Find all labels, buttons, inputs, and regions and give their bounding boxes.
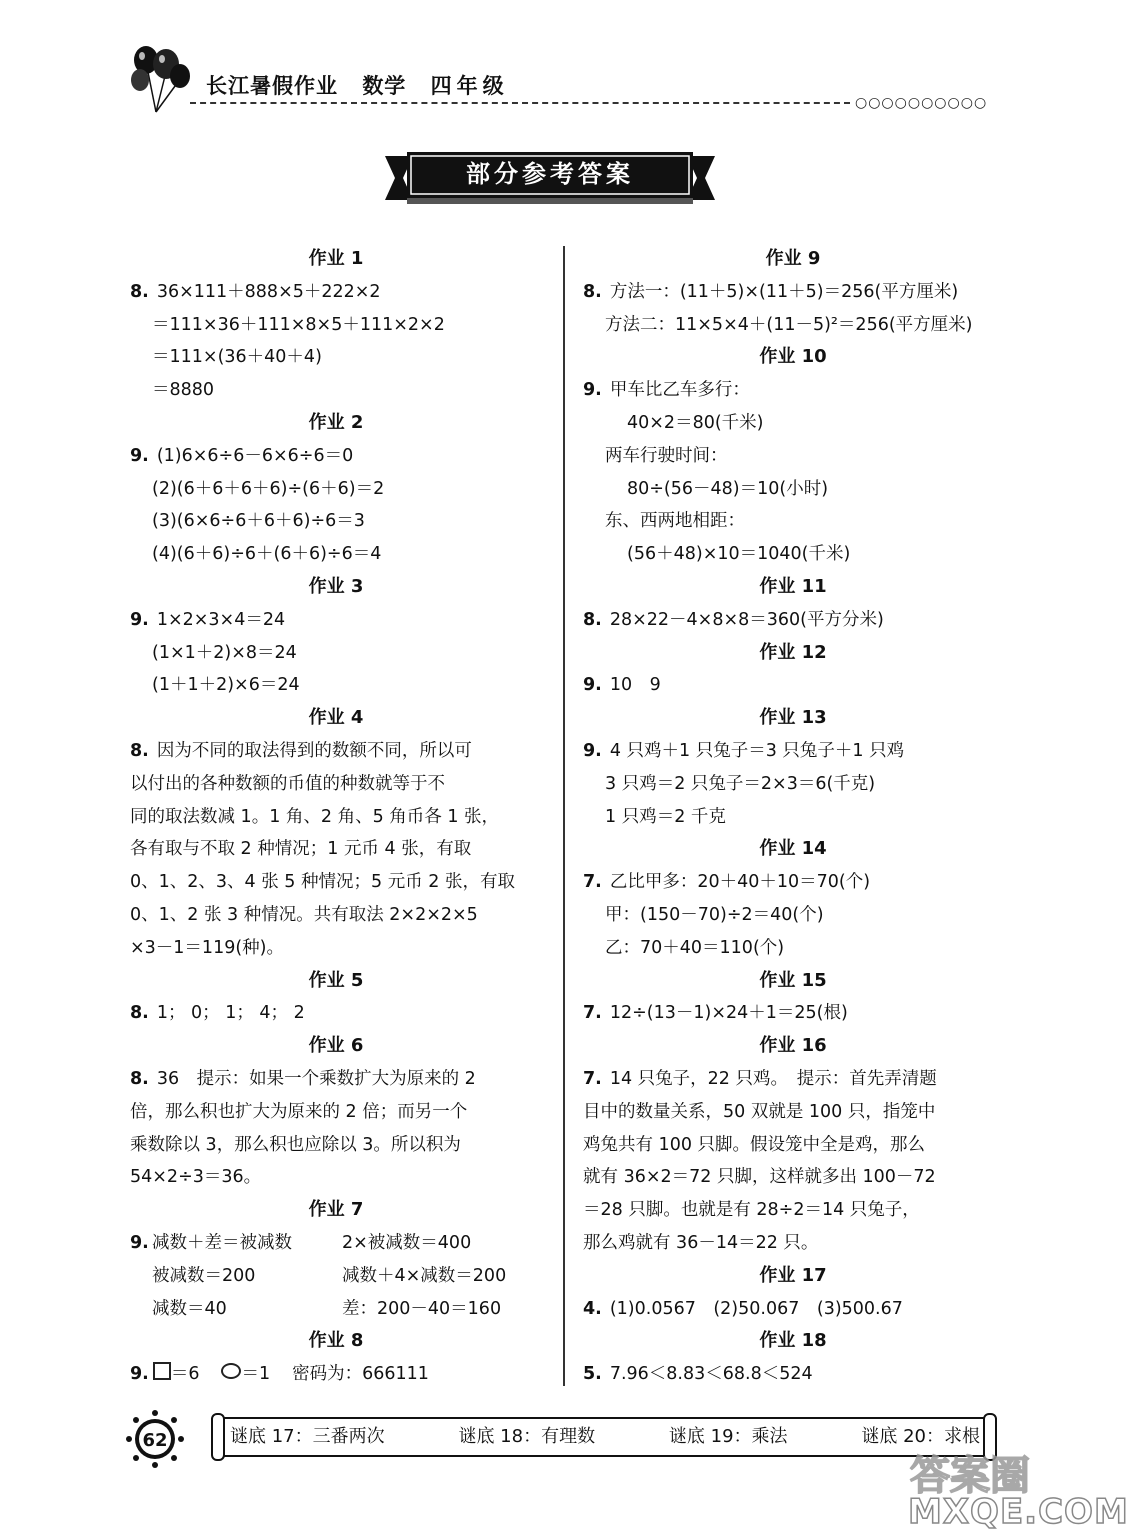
answer-line <box>583 538 1003 571</box>
answer-paragraph <box>583 1063 1003 1260</box>
answer-section <box>130 571 542 702</box>
answer-paragraph <box>130 735 542 965</box>
paragraph-line <box>130 866 542 899</box>
header-rule <box>190 102 850 104</box>
answer-text: 乙：70＋40＝110(个) <box>605 937 785 958</box>
answer-line <box>583 768 1003 801</box>
paragraph-text: 就有 36×2＝72 只脚，这样就多出 100－72 <box>583 1167 936 1188</box>
paragraph-text: 那么鸡就有 36－14＝22 只。 <box>583 1232 819 1253</box>
paragraph-text: 各有取与不取 2 种情况；1 元币 4 张，有取 <box>130 839 472 860</box>
question-number: 8. <box>130 281 149 302</box>
answer-text: (3)(6×6÷6＋6＋6)÷6＝3 <box>152 511 365 532</box>
grade-name: 四年级 <box>430 74 509 98</box>
answer-line <box>583 866 1003 899</box>
answer-text: (1)0.0567 (2)50.067 (3)500.67 <box>609 1298 903 1319</box>
watermark-cn: 答案圈 <box>910 1453 1030 1499</box>
answer-section <box>583 1030 1003 1260</box>
paragraph-line <box>130 801 542 834</box>
paragraph-text: 倍，那么积也扩大为原来的 2 倍；而另一个 <box>130 1101 468 1122</box>
answer-text: 2×被减数＝400 <box>342 1232 472 1253</box>
paragraph-line <box>130 899 542 932</box>
answer-section <box>130 407 542 571</box>
balloons-icon <box>128 42 192 114</box>
answer-paragraph <box>130 1063 542 1194</box>
answer-line <box>583 997 1003 1030</box>
answer-line <box>583 932 1003 965</box>
paragraph-text: 0、1、2 张 3 种情况。共有取法 2×2×2×5 <box>130 904 478 925</box>
answer-section <box>130 702 542 964</box>
paragraph-text: ×3－1＝119(种)。 <box>130 937 284 958</box>
answer-section <box>583 571 1003 637</box>
answer-section <box>583 833 1003 964</box>
answer-line <box>130 1358 542 1391</box>
answer-line <box>130 341 542 374</box>
section-title: 作业 3 <box>308 575 364 597</box>
answer-text: (4)(6＋6)÷6＋(6＋6)÷6＝4 <box>152 544 382 565</box>
answer-line <box>130 538 542 571</box>
answer-section <box>130 1030 542 1194</box>
section-title: 作业 17 <box>759 1264 827 1286</box>
answer-text: 1 只鸡＝2 千克 <box>605 806 726 827</box>
question-number: 7. <box>583 1003 602 1024</box>
section-title: 作业 1 <box>308 248 364 269</box>
answer-line <box>130 309 542 342</box>
watermark-en: MXQE.COM <box>908 1492 1129 1532</box>
password-text: 密码为：666111 <box>292 1364 429 1385</box>
paragraph-line <box>130 735 542 768</box>
answer-text: 1×2×3×4＝24 <box>156 609 286 630</box>
answer-section <box>130 243 542 407</box>
section-title: 作业 6 <box>308 1035 364 1057</box>
answer-section <box>130 965 542 1031</box>
answer-text: 4 只鸡＋1 只兔子＝3 只兔子＋1 只鸡 <box>609 740 905 761</box>
answer-section <box>583 243 1003 341</box>
section-title: 作业 18 <box>759 1330 827 1352</box>
paragraph-text: 以付出的各种数额的币值的种数就等于不 <box>130 773 445 794</box>
banner-title: 部分参考答案 <box>466 160 634 188</box>
question-number: 7. <box>583 1068 602 1089</box>
right-column <box>583 243 1003 1391</box>
question-number: 8. <box>130 1003 149 1024</box>
paragraph-line <box>130 768 542 801</box>
answer-line <box>583 801 1003 834</box>
answer-line <box>130 604 542 637</box>
circle-value: ＝1 <box>241 1364 271 1385</box>
question-number: 9. <box>583 740 602 761</box>
answer-section <box>583 702 1003 833</box>
riddle-20: 谜底 20：求根 <box>861 1426 980 1447</box>
answer-text: 3 只鸡＝2 只兔子＝2×3＝6(千克) <box>605 773 876 794</box>
answer-section <box>583 637 1003 703</box>
paragraph-text: 目中的数量关系，50 双就是 100 只，指笼中 <box>583 1101 936 1122</box>
question-number: 5. <box>583 1364 602 1385</box>
answer-line <box>130 440 542 473</box>
series-name: 长江暑假作业 <box>206 74 338 98</box>
paragraph-line <box>583 1129 1003 1162</box>
section-title: 作业 10 <box>759 346 827 368</box>
answer-text: ＝111×(36＋40＋4) <box>152 347 322 368</box>
answer-text: ＝8880 <box>152 380 215 401</box>
section-title: 作业 7 <box>308 1199 364 1221</box>
paragraph-text: 14 只兔子，22 只鸡。 提示：首先弄清题 <box>609 1068 937 1089</box>
answer-text: 方法二：11×5×4＋(11－5)²＝256(平方厘米) <box>605 314 973 335</box>
answer-section <box>583 965 1003 1031</box>
answer-text: 减数＋差＝被减数 <box>152 1232 292 1253</box>
answer-line <box>583 407 1003 440</box>
question-number: 9. <box>583 380 602 401</box>
header-title <box>206 70 525 100</box>
riddle-19: 谜底 19：乘法 <box>668 1426 788 1447</box>
answer-line <box>130 669 542 702</box>
answer-text: 差：200－40＝160 <box>342 1298 502 1319</box>
paragraph-line <box>130 1129 542 1162</box>
answer-line <box>130 473 542 506</box>
question-number: 8. <box>130 1068 149 1089</box>
question-number: 8. <box>583 609 602 630</box>
answer-text: 36×111＋888×5＋222×2 <box>156 281 381 302</box>
paragraph-line <box>583 1096 1003 1129</box>
answer-text: 减数＝40 <box>152 1298 227 1319</box>
paragraph-text: 54×2÷3＝36。 <box>130 1167 262 1188</box>
paragraph-text: 乘数除以 3，那么积也应除以 3。所以积为 <box>130 1134 461 1155</box>
paragraph-line <box>583 1227 1003 1260</box>
paragraph-line <box>130 1096 542 1129</box>
paragraph-line <box>130 1063 542 1096</box>
paragraph-line <box>130 932 542 965</box>
question-number: 9. <box>130 1364 149 1385</box>
answer-text: 40×2＝80(千米) <box>627 412 764 433</box>
paragraph-text: 鸡兔共有 100 只脚。假设笼中全是鸡，那么 <box>583 1134 926 1155</box>
answer-section <box>583 341 1003 571</box>
page-number: 62 <box>142 1430 168 1451</box>
paragraph-line <box>130 833 542 866</box>
answer-line <box>583 276 1003 309</box>
paragraph-text: 0、1、2、3、4 张 5 种情况；5 元币 2 张，有取 <box>130 872 515 893</box>
question-number: 9. <box>130 1232 149 1253</box>
subject-name: 数学 <box>362 74 407 98</box>
riddle-17: 谜底 17：三番两次 <box>230 1426 385 1447</box>
answer-text: 两车行驶时间： <box>605 445 728 466</box>
answer-line <box>130 374 542 407</box>
section-title: 作业 14 <box>759 838 827 860</box>
answer-line <box>583 1293 1003 1326</box>
answer-text: 甲车比乙车多行： <box>609 380 750 401</box>
answer-text: (1)6×6÷6－6×6÷6＝0 <box>156 445 354 466</box>
answer-line <box>583 505 1003 538</box>
answer-text: 减数＋4×减数＝200 <box>342 1265 507 1286</box>
section-title: 作业 13 <box>759 707 827 729</box>
answer-text: 乙比甲多：20＋40＋10＝70(个) <box>609 872 871 893</box>
answer-section <box>130 1325 542 1391</box>
answer-line <box>583 309 1003 342</box>
answer-line <box>130 997 542 1030</box>
footer-riddles <box>230 1414 980 1460</box>
page-header <box>0 0 1070 140</box>
answer-text: (1＋1＋2)×6＝24 <box>152 675 300 696</box>
answer-line <box>583 899 1003 932</box>
answer-line <box>130 1293 542 1326</box>
answer-line <box>583 473 1003 506</box>
left-column <box>130 243 542 1391</box>
answer-line <box>583 1358 1003 1391</box>
answer-text: 方法一：(11＋5)×(11＋5)＝256(平方厘米) <box>609 281 959 302</box>
answer-text: 10 9 <box>609 675 661 696</box>
section-title: 作业 5 <box>308 969 364 991</box>
answer-line <box>130 637 542 670</box>
answer-line <box>130 276 542 309</box>
header-dots: ○○○○○○○○○○ <box>855 95 988 111</box>
column-divider <box>563 246 565 1386</box>
section-title: 作业 4 <box>308 707 364 729</box>
answer-line <box>130 1227 542 1260</box>
answer-text: (2)(6＋6＋6＋6)÷(6＋6)＝2 <box>152 478 385 499</box>
paragraph-line <box>583 1161 1003 1194</box>
paragraph-text: 36 提示：如果一个乘数扩大为原来的 2 <box>156 1068 476 1089</box>
paragraph-line <box>130 1161 542 1194</box>
answer-line <box>583 669 1003 702</box>
square-value: ＝6 <box>170 1364 200 1385</box>
paragraph-line <box>583 1063 1003 1096</box>
answer-section <box>130 1194 542 1325</box>
answer-line <box>583 735 1003 768</box>
section-title: 作业 9 <box>765 248 821 269</box>
answer-text: (56＋48)×10＝1040(千米) <box>627 544 851 565</box>
page-number-badge <box>122 1408 188 1470</box>
section-title: 作业 8 <box>308 1330 364 1352</box>
answer-text: 甲：(150－70)÷2＝40(个) <box>605 904 824 925</box>
paragraph-text: 因为不同的取法得到的数额不同，所以可 <box>156 740 472 761</box>
paragraph-line <box>583 1194 1003 1227</box>
answer-text: 28×22－4×8×8＝360(平方分米) <box>609 609 884 630</box>
section-title: 作业 16 <box>759 1035 827 1057</box>
answer-line <box>583 604 1003 637</box>
answer-line <box>583 374 1003 407</box>
answer-section <box>583 1325 1003 1391</box>
question-number: 4. <box>583 1298 602 1319</box>
question-number: 9. <box>130 445 149 466</box>
answer-line <box>130 505 542 538</box>
section-title: 作业 15 <box>759 969 827 991</box>
square-symbol-icon <box>153 1362 171 1380</box>
answer-text: (1×1＋2)×8＝24 <box>152 642 297 663</box>
answer-text: 12÷(13－1)×24＋1＝25(根) <box>609 1003 848 1024</box>
riddle-18: 谜底 18：有理数 <box>458 1426 596 1447</box>
section-title: 作业 12 <box>759 641 827 663</box>
answer-section <box>583 1260 1003 1326</box>
answer-text: 东、西两地相距： <box>605 511 745 532</box>
answer-text: 被减数＝200 <box>152 1265 256 1286</box>
question-number: 7. <box>583 872 602 893</box>
question-number: 8. <box>583 281 602 302</box>
question-number: 9. <box>130 609 149 630</box>
answer-text: 7.96＜8.83＜68.8＜524 <box>609 1364 813 1385</box>
section-title: 作业 2 <box>308 411 364 433</box>
circle-symbol-icon <box>221 1363 241 1379</box>
question-number: 9. <box>583 675 602 696</box>
answer-line <box>583 440 1003 473</box>
paragraph-text: ＝28 只脚。也就是有 28÷2＝14 只兔子， <box>583 1200 920 1221</box>
answer-line <box>130 1260 542 1293</box>
section-banner <box>385 150 715 206</box>
answer-text: 1； 0； 1； 4； 2 <box>156 1003 305 1024</box>
paragraph-text: 同的取法数减 1。1 角、2 角、5 角币各 1 张， <box>130 806 500 827</box>
answer-text: ＝111×36＋111×8×5＋111×2×2 <box>152 314 445 335</box>
answer-text: 80÷(56－48)＝10(小时) <box>627 478 829 499</box>
question-number: 8. <box>130 740 149 761</box>
section-title: 作业 11 <box>759 575 827 597</box>
